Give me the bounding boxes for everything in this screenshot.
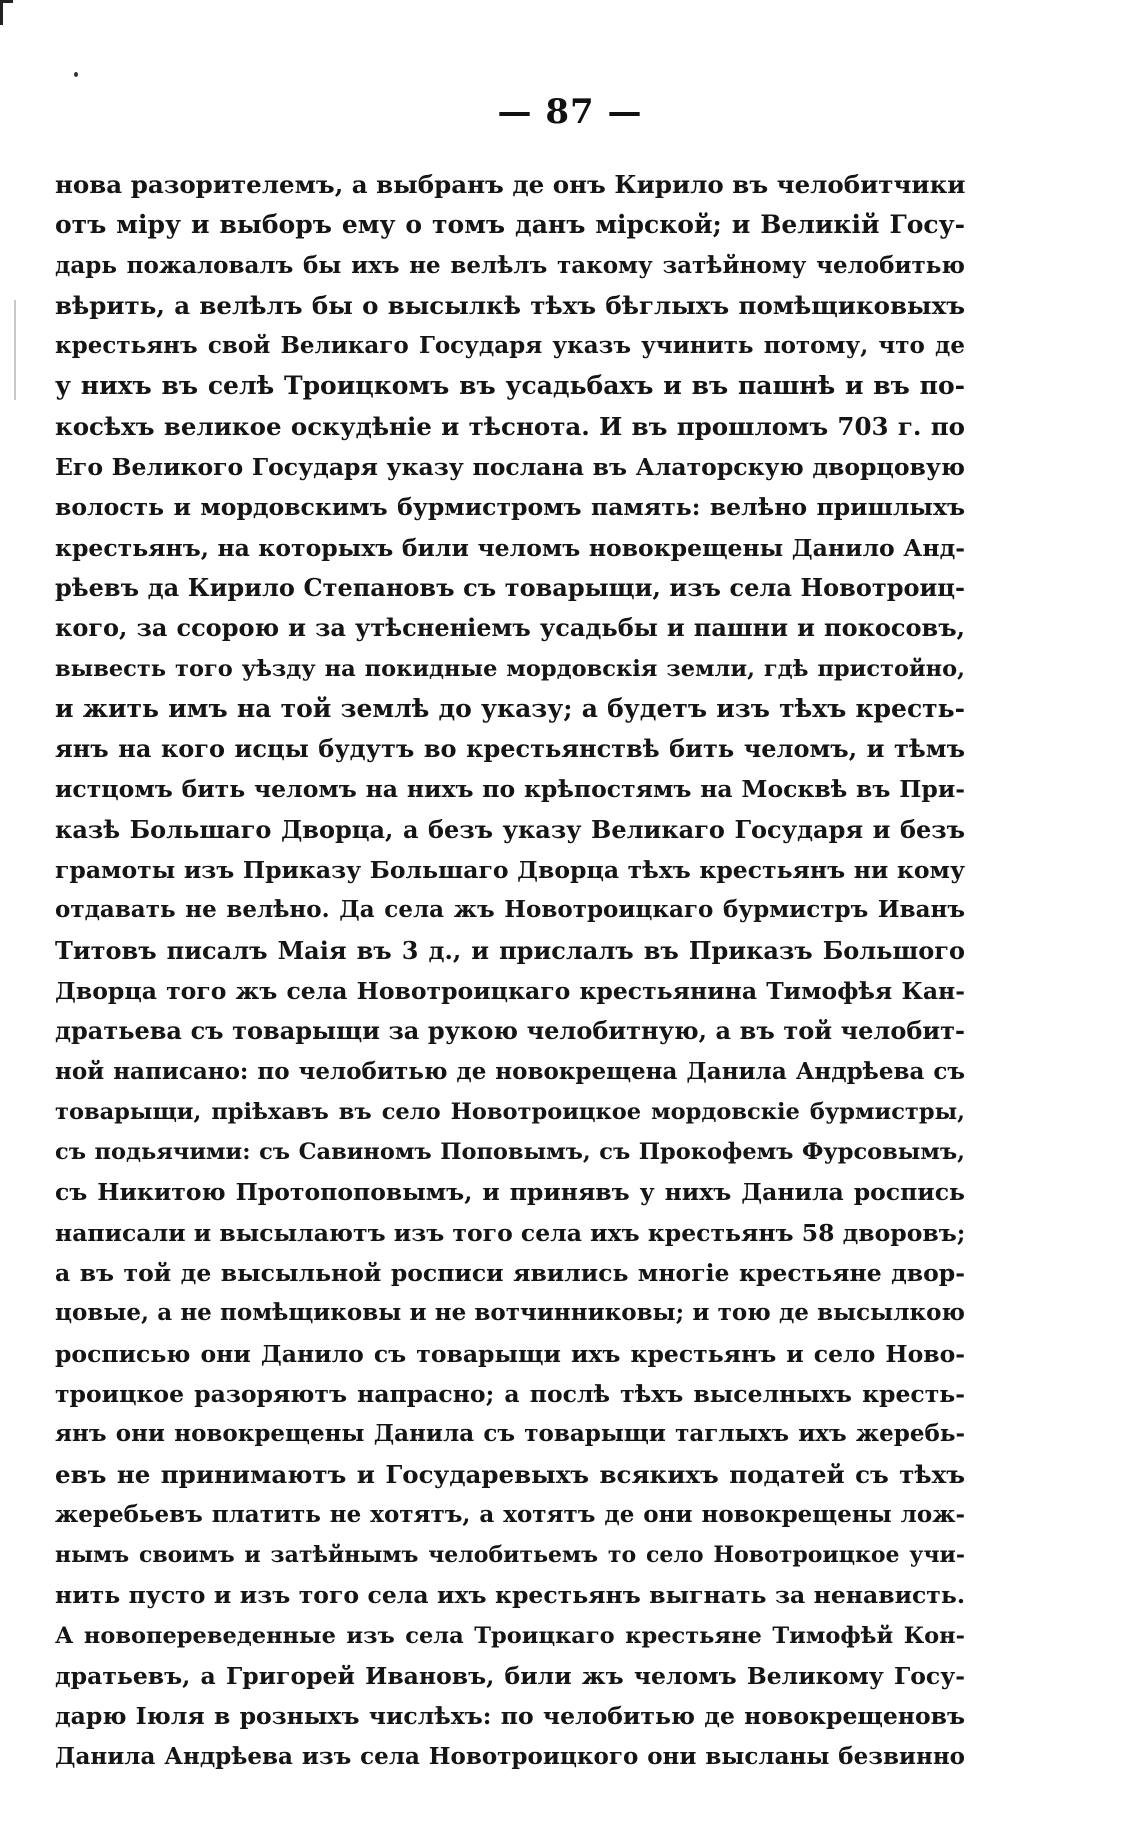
body-text — [55, 165, 965, 1777]
text-line: янъ они новокрещены Данила съ товарыщи таглыхъ ихъ жеребь- — [55, 1420, 965, 1448]
text-line: отъ міру и выборъ ему о томъ данъ мірской; и Великій Госу- — [55, 210, 965, 240]
page-number: — 87 — — [497, 92, 643, 132]
text-line: кого, за ссорою и за утѣсненіемъ усадьбы и пашни и покосовъ, — [55, 613, 965, 643]
text-line: дратьевъ, а Григорей Ивановъ, били жъ челомъ Великому Госу- — [55, 1661, 965, 1690]
text-line: истцомъ бить челомъ на нихъ по крѣпостямъ на Москвѣ въ При- — [55, 775, 965, 804]
text-line: товарыщи, пріѣхавъ въ село Новотроицкое мордовскіе бурмистры, — [55, 1098, 965, 1125]
text-line: а въ той де высыльной росписи явились многіе крестьяне двор- — [55, 1259, 965, 1288]
text-line: евъ не принимаютъ и Государевыхъ всякихъ податей съ тѣхъ — [55, 1459, 965, 1489]
scan-margin-shadow — [14, 300, 16, 400]
text-line: янъ на кого исцы будутъ во крестьянствѣ бить челомъ, и тѣмъ — [55, 734, 965, 764]
text-line: вѣрить, а велѣлъ бы о высылкѣ тѣхъ бѣглыхъ помѣщиковыхъ — [55, 290, 965, 320]
text-line: дратьева съ товарыщи за рукою челобитную, а въ той челобит- — [55, 1016, 965, 1046]
text-line: нымъ своимъ и затѣйнымъ челобитьемъ то село Новотроицкое учи- — [55, 1542, 965, 1569]
text-line: цовые, а не помѣщиковы и не вотчинниковы; и тою де высылкою — [55, 1299, 965, 1327]
text-line: съ подьячими: съ Савиномъ Поповымъ, съ Прокофемъ Фурсовымъ, — [55, 1139, 965, 1166]
text-line: вывесть того уѣзду на покидные мордовскія земли, гдѣ пристойно, — [55, 655, 965, 682]
text-line: рѣевъ да Кирило Степановъ съ товарыщи, изъ села Новотроиц- — [55, 572, 965, 602]
text-line: Его Великого Государя указу послана въ Алаторскую дворцовую — [55, 453, 965, 482]
text-line: написали и высылаютъ изъ того села ихъ крестьянъ 58 дворовъ; — [55, 1218, 965, 1247]
text-line: волость и мордовскимъ бурмистромъ память: велѣно пришлыхъ — [55, 493, 965, 522]
text-line: Данила Андрѣева изъ села Новотроицкого они высланы безвинно — [55, 1742, 965, 1770]
text-line: нить пусто и изъ того села ихъ крестьянъ выгнать за ненависть. — [55, 1581, 965, 1610]
text-line: крестьянъ, на которыхъ били челомъ новокрещены Данило Анд- — [55, 533, 965, 562]
text-line: А новопереведенные изъ села Троицкаго крестьяне Тимофѣй Кон- — [55, 1622, 965, 1649]
text-line: грамоты изъ Приказу Большаго Дворца тѣхъ крестьянъ ни кому — [55, 856, 965, 885]
text-line: ной написано: по челобитью де новокрещена Данила Андрѣева съ — [55, 1057, 965, 1085]
text-line: крестьянъ свой Великаго Государя указъ учинить потому, что де — [55, 332, 965, 360]
text-line: отдавать не велѣно. Да села жъ Новотроицкаго бурмистръ Иванъ — [55, 896, 965, 924]
text-line: дарь пожаловалъ бы ихъ не велѣлъ такому затѣйному челобитью — [55, 251, 965, 279]
text-line: косѣхъ великое оскудѣніе и тѣснота. И въ прошломъ 703 г. по — [55, 411, 965, 441]
text-line: Дворца того жъ села Новотроицкаго крестьянина Тимофѣя Кан- — [55, 976, 965, 1005]
text-line: Титовъ писалъ Маія въ 3 д., и прислалъ въ Приказъ Большого — [55, 935, 965, 965]
text-line: казѣ Большаго Дворца, а безъ указу Великаго Государя и безъ — [55, 814, 965, 844]
scan-speck — [74, 72, 78, 77]
text-line: троицкое разоряютъ напрасно; а послѣ тѣхъ выселныхъ кресть- — [55, 1379, 965, 1408]
text-line: и жить имъ на той землѣ до указу; а будетъ изъ тѣхъ кресть- — [55, 693, 965, 723]
text-line: росписью они Данило съ товарыщи ихъ крестьянъ и село Ново- — [55, 1339, 965, 1368]
text-line: съ Никитою Протопоповымъ, и принявъ у нихъ Данила роспись — [55, 1178, 965, 1207]
text-line: нова разорителемъ, а выбранъ де онъ Кирило въ челобитчики — [55, 170, 965, 199]
text-line: жеребьевъ платить не хотятъ, а хотятъ де они новокрещены лож- — [55, 1500, 965, 1528]
text-line: дарю Іюля в розныхъ числѣхъ: по челобитью де новокрещеновъ — [55, 1702, 965, 1731]
text-line: у нихъ въ селѣ Троицкомъ въ усадьбахъ и въ пашнѣ и въ по- — [55, 371, 965, 401]
scan-edge-mark — [0, 0, 13, 25]
